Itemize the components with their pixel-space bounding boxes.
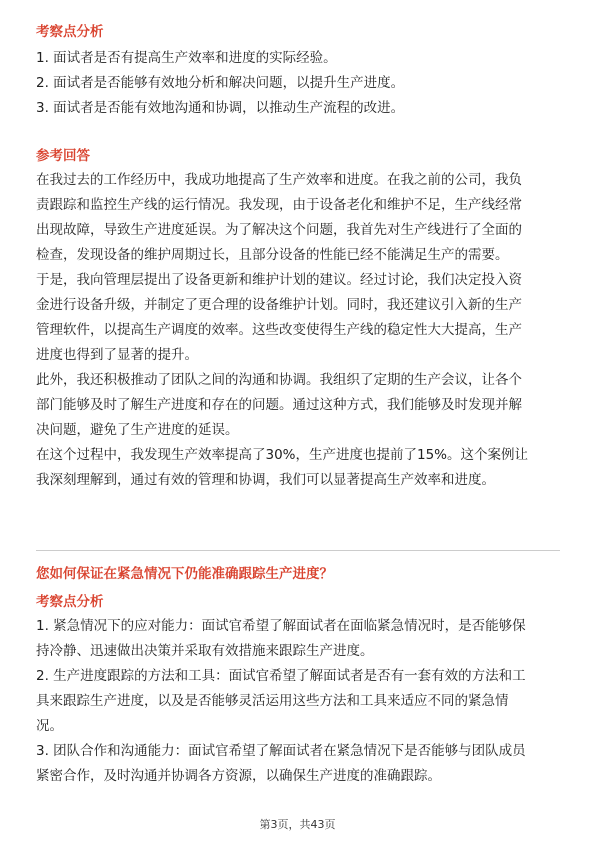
answer-heading: 参考回答 bbox=[36, 148, 90, 164]
list-item: 1. 面试者是否有提高生产效率和进度的实际经验。 bbox=[36, 50, 337, 66]
answer-paragraph bbox=[36, 268, 528, 368]
list-item bbox=[36, 739, 526, 789]
text-line: 部门能够及时了解生产进度和存在的问题。通过这种方式，我们能够及时发现并解 bbox=[36, 397, 522, 413]
question-title: 您如何保证在紧急情况下仍能准确跟踪生产进度？ bbox=[36, 566, 333, 582]
answer-paragraph bbox=[36, 368, 528, 443]
analysis-list-2 bbox=[36, 614, 526, 789]
text-line: 我深刻理解到，通过有效的管理和协调，我们可以显著提高生产效率和进度。 bbox=[36, 472, 495, 488]
text-line: 金进行设备升级，并制定了更合理的设备维护计划。同时，我还建议引入新的生产 bbox=[36, 297, 522, 313]
text-line: 于是，我向管理层提出了设备更新和维护计划的建议。经过讨论，我们决定投入资 bbox=[36, 272, 522, 288]
analysis-list-1 bbox=[36, 46, 404, 121]
text-line: 此外，我还积极推动了团队之间的沟通和协调。我组织了定期的生产会议，让各个 bbox=[36, 372, 522, 388]
text-line: 进度也得到了显著的提升。 bbox=[36, 347, 198, 363]
list-item: 3. 面试者是否能有效地沟通和协调，以推动生产流程的改进。 bbox=[36, 100, 405, 116]
text-line: 检查，发现设备的维护周期过长，且部分设备的性能已经不能满足生产的需要。 bbox=[36, 247, 509, 263]
text-line: 责跟踪和监控生产线的运行情况。我发现，由于设备老化和维护不足，生产线经常 bbox=[36, 197, 522, 213]
text-line: 2. 生产进度跟踪的方法和工具：面试官希望了解面试者是否有一套有效的方法和工 bbox=[36, 668, 526, 684]
text-line: 持冷静、迅速做出决策并采取有效措施来跟踪生产进度。 bbox=[36, 643, 374, 659]
text-line: 管理软件，以提高生产调度的效率。这些改变使得生产线的稳定性大大提高，生产 bbox=[36, 322, 522, 338]
text-line: 3. 团队合作和沟通能力：面试官希望了解面试者在紧急情况下是否能够与团队成员 bbox=[36, 743, 526, 759]
text-line: 在我过去的工作经历中，我成功地提高了生产效率和进度。在我之前的公司，我负 bbox=[36, 172, 522, 188]
text-line: 况。 bbox=[36, 718, 63, 734]
text-line: 具来跟踪生产进度，以及是否能够灵活运用这些方法和工具来适应不同的紧急情 bbox=[36, 693, 509, 709]
analysis-heading-2: 考察点分析 bbox=[36, 594, 104, 610]
answer-body bbox=[36, 168, 528, 493]
page-number: 第3页，共43页 bbox=[259, 818, 336, 831]
text-line: 决问题，避免了生产进度的延误。 bbox=[36, 422, 239, 438]
text-line: 1. 紧急情况下的应对能力：面试官希望了解面试者在面临紧急情况时，是否能够保 bbox=[36, 618, 526, 634]
text-line: 紧密合作，及时沟通并协调各方资源，以确保生产进度的准确跟踪。 bbox=[36, 768, 441, 784]
text-line: 出现故障，导致生产进度延误。为了解决这个问题，我首先对生产线进行了全面的 bbox=[36, 222, 522, 238]
section-divider bbox=[36, 550, 560, 551]
list-item bbox=[36, 614, 526, 664]
analysis-heading-1: 考察点分析 bbox=[36, 24, 104, 40]
answer-paragraph bbox=[36, 168, 528, 268]
text-line: 在这个过程中，我发现生产效率提高了30%，生产进度也提前了15%。这个案例让 bbox=[36, 447, 529, 463]
answer-paragraph bbox=[36, 443, 528, 493]
list-item bbox=[36, 664, 526, 739]
list-item: 2. 面试者是否能够有效地分析和解决问题，以提升生产进度。 bbox=[36, 75, 405, 91]
